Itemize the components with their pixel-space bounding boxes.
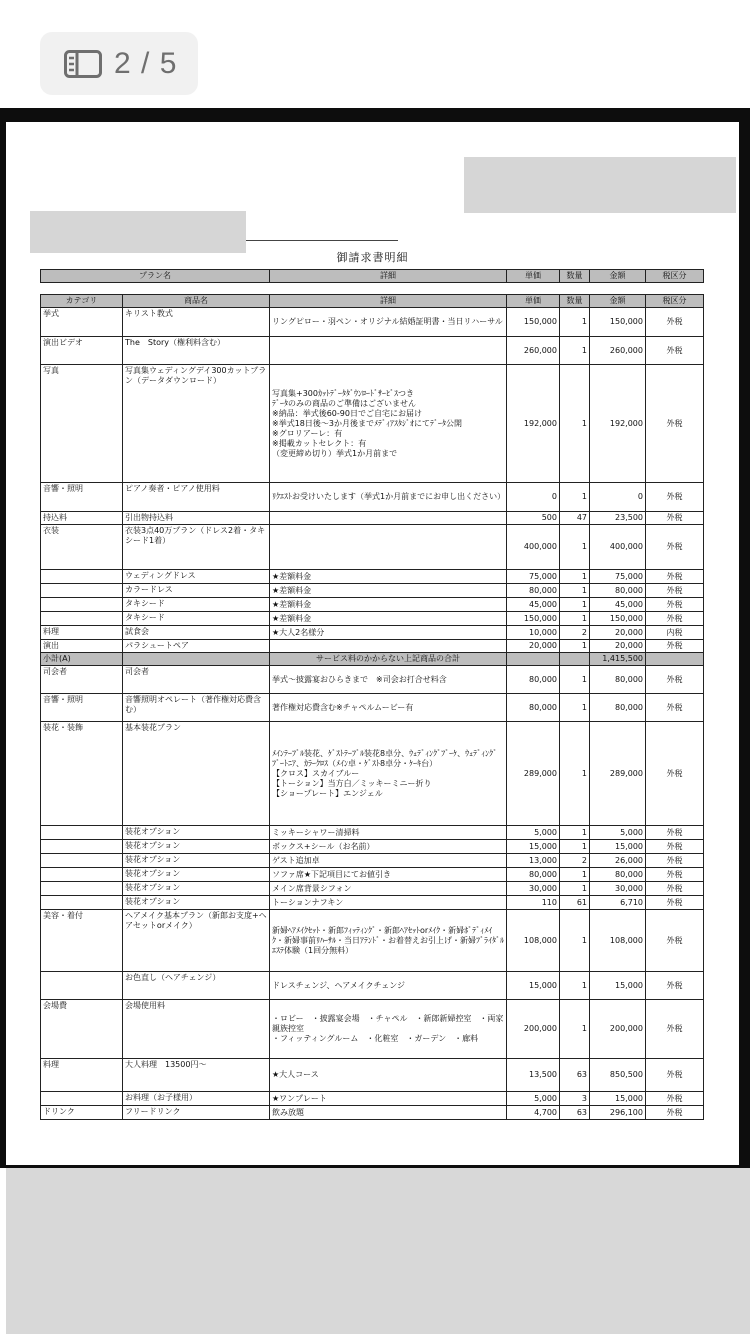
cell-detail: 飲み放題 — [270, 1106, 507, 1120]
page-indicator-text: 2 / 5 — [114, 46, 178, 80]
cell-category — [41, 896, 123, 910]
cell-category: 演出 — [41, 640, 123, 653]
cell-tax: 外税 — [646, 512, 704, 525]
cell-detail: ドレスチェンジ、ヘアメイクチェンジ — [270, 972, 507, 1000]
cell-tax: 外税 — [646, 972, 704, 1000]
table-row — [41, 365, 704, 483]
cell-tax: 内税 — [646, 626, 704, 640]
header-category: カテゴリ — [41, 295, 123, 308]
cell-amount: 80,000 — [590, 666, 646, 694]
cell-category: 美容・着付 — [41, 910, 123, 972]
cell-detail: ★差額料金 — [270, 570, 507, 584]
cell-detail: ★差額料金 — [270, 612, 507, 626]
cell-unit-price: 80,000 — [507, 694, 560, 722]
cell-item: フリードリンク — [123, 1106, 270, 1120]
cell-detail: 写真集+300ｶｯﾄﾃﾞｰﾀﾀﾞｳﾝﾛｰﾄﾞｻｰﾋﾞｽつき ﾃﾞｰﾀのみの商品のご準備はございません ※納品：挙式後60-90日でご自宅にお届け ※挙式18日後～3か月後までﾒﾃﾞｨｱｽﾀｼﾞｵにてﾃﾞｰﾀ公開 ※グロリアーレ：有 ※掲載カットセレクト：有 （変更締め切り）挙式1か月前まで — [270, 365, 507, 483]
header-tax: 税区分 — [646, 295, 704, 308]
cell-amount: 30,000 — [590, 882, 646, 896]
cell-item: The Story（権利料含む） — [123, 337, 270, 365]
cell-tax — [646, 653, 704, 666]
cell-qty: 1 — [560, 694, 590, 722]
cell-detail: ゲスト追加卓 — [270, 854, 507, 868]
cell-unit-price: 80,000 — [507, 868, 560, 882]
cell-detail — [270, 512, 507, 525]
table-row — [41, 584, 704, 598]
cell-qty: 61 — [560, 896, 590, 910]
table-row — [41, 1106, 704, 1120]
cell-qty: 63 — [560, 1106, 590, 1120]
cell-item — [123, 653, 270, 666]
cell-qty: 1 — [560, 598, 590, 612]
cell-detail: ★差額料金 — [270, 584, 507, 598]
cell-category — [41, 972, 123, 1000]
cell-tax: 外税 — [646, 365, 704, 483]
cell-category — [41, 882, 123, 896]
cell-amount: 26,000 — [590, 854, 646, 868]
cell-item: パラシュートペア — [123, 640, 270, 653]
cell-qty: 63 — [560, 1059, 590, 1092]
cell-amount: 15,000 — [590, 840, 646, 854]
cell-detail: ★大人2名様分 — [270, 626, 507, 640]
cell-category: 写真 — [41, 365, 123, 483]
cell-unit-price: 13,500 — [507, 1059, 560, 1092]
cell-amount: 20,000 — [590, 626, 646, 640]
cell-amount: 0 — [590, 483, 646, 512]
table-row — [41, 826, 704, 840]
cell-detail: ソファ席★下記項目にてお値引き — [270, 868, 507, 882]
cell-tax: 外税 — [646, 854, 704, 868]
cell-unit-price: 20,000 — [507, 640, 560, 653]
cell-detail: ボックス+シール（お名前） — [270, 840, 507, 854]
cell-tax: 外税 — [646, 868, 704, 882]
cell-qty: 3 — [560, 1092, 590, 1106]
cell-unit-price: 400,000 — [507, 525, 560, 570]
next-page-placeholder — [6, 1168, 750, 1334]
cell-item: 装花オプション — [123, 840, 270, 854]
cell-qty: 1 — [560, 570, 590, 584]
cell-amount: 296,100 — [590, 1106, 646, 1120]
cell-qty: 2 — [560, 626, 590, 640]
cell-amount: 80,000 — [590, 694, 646, 722]
cell-category — [41, 1092, 123, 1106]
cell-category — [41, 584, 123, 598]
plan-header-detail: 詳細 — [270, 270, 507, 283]
cell-amount: 400,000 — [590, 525, 646, 570]
header-detail: 詳細 — [270, 295, 507, 308]
cell-amount: 80,000 — [590, 868, 646, 882]
cell-item: お色直し（ヘアチェンジ） — [123, 972, 270, 1000]
cell-unit-price: 150,000 — [507, 612, 560, 626]
cell-tax: 外税 — [646, 337, 704, 365]
cell-amount: 15,000 — [590, 972, 646, 1000]
cell-unit-price: 75,000 — [507, 570, 560, 584]
table-header-row — [41, 295, 704, 308]
cell-item: タキシード — [123, 612, 270, 626]
table-row — [41, 612, 704, 626]
cell-qty: 1 — [560, 882, 590, 896]
cell-category: ドリンク — [41, 1106, 123, 1120]
underline-divider — [246, 240, 398, 241]
cell-unit-price: 13,000 — [507, 854, 560, 868]
cell-item: ヘアメイク基本プラン（新郎お支度+ヘアセットorメイク） — [123, 910, 270, 972]
cell-unit-price: 260,000 — [507, 337, 560, 365]
cell-item: カラードレス — [123, 584, 270, 598]
cell-unit-price: 15,000 — [507, 840, 560, 854]
cell-unit-price: 108,000 — [507, 910, 560, 972]
cell-unit-price: 10,000 — [507, 626, 560, 640]
table-row — [41, 882, 704, 896]
cell-category — [41, 612, 123, 626]
table-row — [41, 525, 704, 570]
cell-tax: 外税 — [646, 483, 704, 512]
cell-tax: 外税 — [646, 840, 704, 854]
cell-category — [41, 854, 123, 868]
cell-detail: ★ワンプレート — [270, 1092, 507, 1106]
cell-tax: 外税 — [646, 1092, 704, 1106]
cell-item: ピアノ奏者・ピアノ使用料 — [123, 483, 270, 512]
cell-amount: 200,000 — [590, 1000, 646, 1059]
cell-item: 大人料理 13500円～ — [123, 1059, 270, 1092]
cell-item: 試食会 — [123, 626, 270, 640]
cell-amount: 15,000 — [590, 1092, 646, 1106]
cell-detail: ★大人コース — [270, 1059, 507, 1092]
cell-unit-price: 5,000 — [507, 1092, 560, 1106]
cell-detail: 著作権対応費含む※チャペルムービー有 — [270, 694, 507, 722]
cell-qty — [560, 653, 590, 666]
cell-detail — [270, 337, 507, 365]
cell-detail: トーションナフキン — [270, 896, 507, 910]
cell-item: タキシード — [123, 598, 270, 612]
cell-category: 料理 — [41, 1059, 123, 1092]
cell-category: 演出ビデオ — [41, 337, 123, 365]
cell-category — [41, 570, 123, 584]
cell-unit-price: 4,700 — [507, 1106, 560, 1120]
cell-tax: 外税 — [646, 826, 704, 840]
cell-category: 小計(A) — [41, 653, 123, 666]
subtotal-row — [41, 653, 704, 666]
cell-tax: 外税 — [646, 598, 704, 612]
cell-detail: ★差額料金 — [270, 598, 507, 612]
cell-qty: 1 — [560, 308, 590, 337]
thumbnails-icon — [64, 50, 102, 78]
cell-qty: 1 — [560, 1000, 590, 1059]
cell-detail: サービス料のかからない上記商品の合計 — [270, 653, 507, 666]
cell-detail: リングピロー・羽ペン・オリジナル結婚証明書・当日リハーサル — [270, 308, 507, 337]
cell-tax: 外税 — [646, 584, 704, 598]
cell-amount: 45,000 — [590, 598, 646, 612]
cell-tax: 外税 — [646, 910, 704, 972]
cell-detail: 新婦ﾍｱﾒｲｸｾｯﾄ・新郎ﾌｨｯﾃｨﾝｸﾞ・新郎ﾍｱｾｯﾄorﾒｲｸ・新婦ﾎﾞﾃﾞｨﾒｲｸ・新婦事前ﾘﾊｰｻﾙ・当日ｱﾃﾝﾄﾞ・お着替えお引上げ・新婦ﾌﾞﾗｲﾀﾞﾙｴｽﾃ体験（1回分無料） — [270, 910, 507, 972]
cell-amount: 20,000 — [590, 640, 646, 653]
table-row — [41, 666, 704, 694]
cell-unit-price: 0 — [507, 483, 560, 512]
cell-amount: 150,000 — [590, 308, 646, 337]
cell-item: 引出物持込料 — [123, 512, 270, 525]
cell-amount: 192,000 — [590, 365, 646, 483]
cell-category — [41, 826, 123, 840]
cell-unit-price: 110 — [507, 896, 560, 910]
table-row — [41, 337, 704, 365]
cell-unit-price: 192,000 — [507, 365, 560, 483]
table-row — [41, 694, 704, 722]
invoice-detail-table — [40, 294, 704, 1120]
cell-unit-price: 289,000 — [507, 722, 560, 826]
cell-category: 司会者 — [41, 666, 123, 694]
plan-header-amount: 金額 — [590, 270, 646, 283]
table-row — [41, 640, 704, 653]
cell-tax: 外税 — [646, 896, 704, 910]
cell-amount: 5,000 — [590, 826, 646, 840]
cell-qty: 1 — [560, 365, 590, 483]
cell-unit-price: 45,000 — [507, 598, 560, 612]
table-row — [41, 1000, 704, 1059]
cell-qty: 1 — [560, 722, 590, 826]
cell-detail: メイン席背景シフォン — [270, 882, 507, 896]
redacted-block — [30, 211, 246, 253]
cell-qty: 2 — [560, 854, 590, 868]
table-row — [41, 854, 704, 868]
cell-item: 会場使用料 — [123, 1000, 270, 1059]
cell-detail: ミッキーシャワー清掃料 — [270, 826, 507, 840]
cell-amount: 150,000 — [590, 612, 646, 626]
cell-tax: 外税 — [646, 612, 704, 626]
table-row — [41, 570, 704, 584]
table-row — [41, 896, 704, 910]
table-row — [41, 972, 704, 1000]
cell-qty: 1 — [560, 483, 590, 512]
table-row — [41, 598, 704, 612]
plan-table — [40, 269, 704, 283]
cell-category: 装花・装飾 — [41, 722, 123, 826]
cell-qty: 1 — [560, 612, 590, 626]
cell-qty: 1 — [560, 337, 590, 365]
cell-item: 装花オプション — [123, 854, 270, 868]
cell-tax: 外税 — [646, 1106, 704, 1120]
table-row — [41, 1092, 704, 1106]
cell-category: 挙式 — [41, 308, 123, 337]
cell-qty: 1 — [560, 666, 590, 694]
plan-header-qty: 数量 — [560, 270, 590, 283]
table-row — [41, 512, 704, 525]
plan-header-tax: 税区分 — [646, 270, 704, 283]
cell-item: キリスト教式 — [123, 308, 270, 337]
cell-qty: 1 — [560, 910, 590, 972]
page-indicator-button[interactable] — [40, 32, 198, 95]
cell-detail: 挙式～披露宴おひらきまで ※司会お打合せ料含 — [270, 666, 507, 694]
table-row — [41, 483, 704, 512]
cell-tax: 外税 — [646, 308, 704, 337]
table-row — [41, 722, 704, 826]
header-qty: 数量 — [560, 295, 590, 308]
header-amount: 金額 — [590, 295, 646, 308]
cell-item: お料理（お子様用） — [123, 1092, 270, 1106]
cell-unit-price — [507, 653, 560, 666]
cell-amount: 23,500 — [590, 512, 646, 525]
plan-header-plan: プラン名 — [41, 270, 270, 283]
cell-qty: 1 — [560, 525, 590, 570]
cell-item: 写真集ウェディングデイ300カットプラン（データダウンロード） — [123, 365, 270, 483]
cell-tax: 外税 — [646, 694, 704, 722]
cell-amount: 1,415,500 — [590, 653, 646, 666]
cell-unit-price: 30,000 — [507, 882, 560, 896]
cell-unit-price: 5,000 — [507, 826, 560, 840]
cell-qty: 47 — [560, 512, 590, 525]
table-row — [41, 840, 704, 854]
cell-tax: 外税 — [646, 882, 704, 896]
cell-unit-price: 80,000 — [507, 666, 560, 694]
table-row — [41, 626, 704, 640]
cell-category: 持込料 — [41, 512, 123, 525]
redacted-block — [464, 157, 736, 213]
cell-tax: 外税 — [646, 570, 704, 584]
viewer-top-bar — [0, 0, 750, 110]
cell-tax: 外税 — [646, 722, 704, 826]
cell-item: 装花オプション — [123, 882, 270, 896]
plan-header-unit-price: 単価 — [507, 270, 560, 283]
cell-amount: 289,000 — [590, 722, 646, 826]
cell-tax: 外税 — [646, 666, 704, 694]
cell-qty: 1 — [560, 584, 590, 598]
cell-category: 会場費 — [41, 1000, 123, 1059]
cell-amount: 260,000 — [590, 337, 646, 365]
header-unit-price: 単価 — [507, 295, 560, 308]
cell-unit-price: 80,000 — [507, 584, 560, 598]
cell-qty: 1 — [560, 972, 590, 1000]
cell-item: ウェディングドレス — [123, 570, 270, 584]
cell-unit-price: 200,000 — [507, 1000, 560, 1059]
cell-detail: ・ロビー ・披露宴会場 ・チャペル ・新郎新婦控室 ・両家親族控室 ・フィッティングルーム ・化粧室 ・ガーデン ・廊料 — [270, 1000, 507, 1059]
cell-item: 装花オプション — [123, 896, 270, 910]
cell-qty: 1 — [560, 840, 590, 854]
cell-amount: 108,000 — [590, 910, 646, 972]
cell-tax: 外税 — [646, 1000, 704, 1059]
cell-category — [41, 840, 123, 854]
cell-unit-price: 150,000 — [507, 308, 560, 337]
cell-category: 音響・照明 — [41, 694, 123, 722]
cell-item: 司会者 — [123, 666, 270, 694]
plan-header-row — [41, 270, 704, 283]
cell-qty: 1 — [560, 640, 590, 653]
cell-amount: 6,710 — [590, 896, 646, 910]
cell-detail — [270, 525, 507, 570]
cell-detail: ﾘｸｴｽﾄお受けいたします（挙式1か月前までにお申し出ください） — [270, 483, 507, 512]
cell-unit-price: 15,000 — [507, 972, 560, 1000]
table-row — [41, 1059, 704, 1092]
cell-item: 基本装花プラン — [123, 722, 270, 826]
cell-amount: 80,000 — [590, 584, 646, 598]
cell-amount: 850,500 — [590, 1059, 646, 1092]
cell-item: 装花オプション — [123, 826, 270, 840]
cell-category — [41, 598, 123, 612]
cell-amount: 75,000 — [590, 570, 646, 584]
header-item: 商品名 — [123, 295, 270, 308]
document-page[interactable] — [6, 122, 739, 1165]
table-row — [41, 910, 704, 972]
cell-category: 音響・照明 — [41, 483, 123, 512]
cell-tax: 外税 — [646, 525, 704, 570]
cell-unit-price: 500 — [507, 512, 560, 525]
cell-item: 装花オプション — [123, 868, 270, 882]
document-title: 御請求書明細 — [336, 251, 409, 264]
cell-item: 衣装3点40万プラン（ドレス2着・タキシード1着） — [123, 525, 270, 570]
cell-detail — [270, 640, 507, 653]
cell-category: 衣装 — [41, 525, 123, 570]
cell-item: 音響照明オペレート（著作権対応費含む） — [123, 694, 270, 722]
cell-tax: 外税 — [646, 1059, 704, 1092]
table-row — [41, 308, 704, 337]
cell-tax: 外税 — [646, 640, 704, 653]
cell-qty: 1 — [560, 826, 590, 840]
cell-detail: ﾒｲﾝﾃｰﾌﾞﾙ装花、ｹﾞｽﾄﾃｰﾌﾞﾙ装花8卓分、ｳｪﾃﾞｨﾝｸﾞﾌﾞｰｹ、ｳｪﾃﾞｨﾝｸﾞﾌﾞｰﾄﾆｱ、ｶﾗｰｸﾛｽ（ﾒｲﾝ卓・ｹﾞｽﾄ8卓分・ｹｰｷ台） 【クロス】スカイブルー 【トーション】当方白／ミッキーミニー折り 【ショープレート】エンジェル — [270, 722, 507, 826]
cell-category: 料理 — [41, 626, 123, 640]
cell-category — [41, 868, 123, 882]
cell-qty: 1 — [560, 868, 590, 882]
table-row — [41, 868, 704, 882]
